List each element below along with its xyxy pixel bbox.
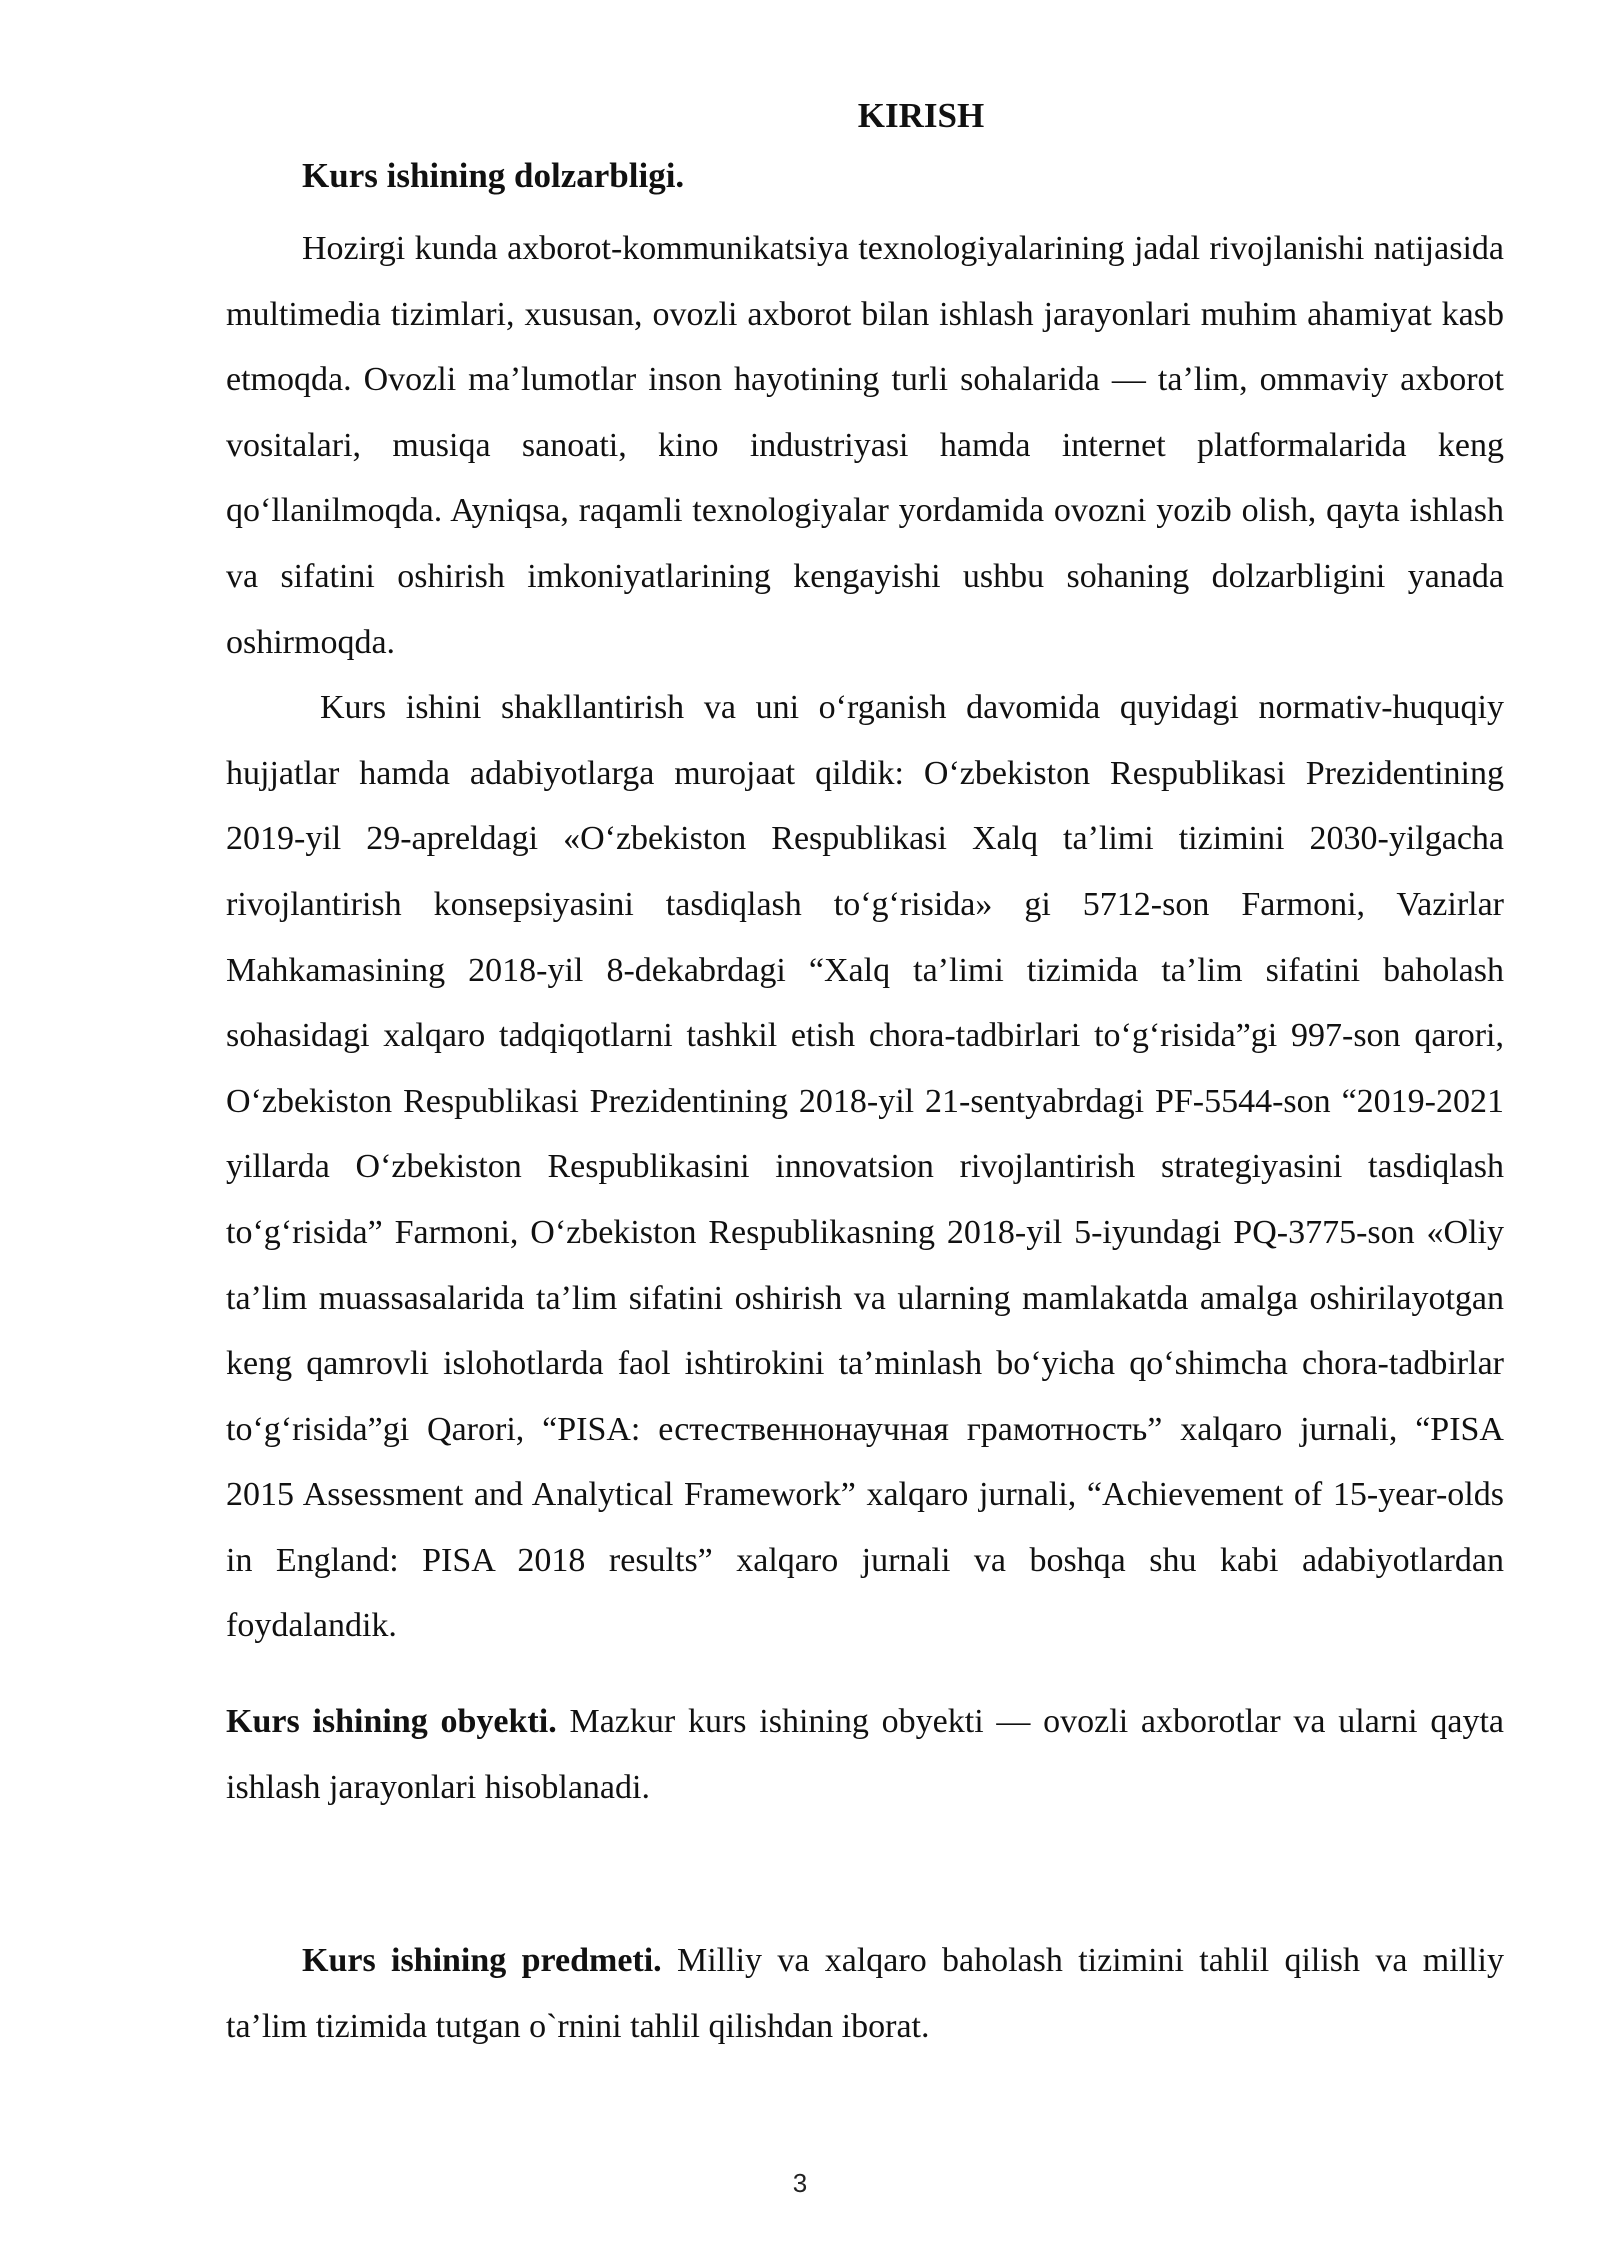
subject-label: Kurs ishining predmeti.: [302, 1942, 662, 1980]
page-number: 3: [792, 2168, 808, 2198]
spacer: [226, 1820, 1504, 1928]
spacer: [226, 1659, 1504, 1689]
relevance-paragraph: Hozirgi kunda axborot-kommunikatsiya texnologiyalarining jadal rivojlanishi natijasida multimedia tizimlari, xususan, ovozli axborot bilan ishlash jarayonlari muhim ahamiyat kasb etmoqda. Ovozli maʼlumotlar inson hayotining turli sohalarida — taʼlim, ommaviy axborot vositalari, musiqa sanoati, kino industriyasi hamda internet platformalarida keng qoʻllanilmoqda. Ayniqsa, raqamli texnologiyalar yordamida ovozni yozib olish, qayta ishlash va sifatini oshirish imkoniyatlarining kengayishi ushbu sohaning dolzarbligini yanada oshirmoqda.: [226, 230, 1504, 661]
subject-paragraph: [226, 1928, 1504, 2059]
document-page: [226, 90, 1504, 2059]
object-text: Mazkur kurs ishining obyekti — ovozli axborotlar va ularni qayta ishlash jarayonlari hisoblanadi.: [226, 1703, 1504, 1806]
object-paragraph: [226, 1689, 1504, 1820]
subject-text: Milliy va xalqaro baholash tizimini tahlil qilish va milliy ta’lim tizimida tutgan o`rnini tahlil qilishdan iborat.: [226, 1942, 1504, 2045]
object-label: Kurs ishining obyekti.: [226, 1703, 557, 1741]
sources-paragraph: Kurs ishini shakllantirish va uni oʻrganish davomida quyidagi normativ-huquqiy hujjatlar hamda adabiyotlarga murojaat qildik: Oʻzbekiston Respublikasi Prezidentining 2019-yil 29-apreldagi «Oʻzbekiston Respublikasi Xalq taʼlimi tizimini 2030-yilgacha rivojlantirish konsepsiyasini tasdiqlash toʻgʻrisida» gi 5712-son Farmoni, Vazirlar Mahkamasining 2018-yil 8-dekabrdagi “Xalq ta’limi tizimida ta’lim sifatini baholash sohasidagi xalqaro tadqiqotlarni tashkil etish chora-tadbirlari toʻgʻrisida”gi 997-son qarori, Oʻzbekiston Respublikasi Prezidentining 2018-yil 21-sentyabrdagi PF-5544-son “2019-2021 yillarda Oʻzbekiston Respublikasini innovatsion rivojlantirish strategiyasini tasdiqlash toʻgʻrisida” Farmoni, Oʻzbekiston Respublikasning 2018-yil 5-iyundagi PQ-3775-son «Oliy taʼlim muassasalarida taʼlim sifatini oshirish va ularning mamlakatda amalga oshirilayotgan keng qamrovli islohotlarda faol ishtirokini taʼminlash boʻyicha qoʻshimcha chora-tadbirlar toʻgʻrisida”gi Qarori, “PISA: естественнонаучная грамотность” xalqaro jurnali, “PISA 2015 Assessment and Analytical Framework” xalqaro jurnali, “Achievement of 15-year-olds in England: PISA 2018 results” xalqaro jurnali va boshqa shu kabi adabiyotlardan foydalandik.: [226, 689, 1504, 1645]
page-title: KIRISH: [857, 96, 985, 135]
section-heading: Kurs ishining dolzarbligi.: [302, 156, 685, 195]
